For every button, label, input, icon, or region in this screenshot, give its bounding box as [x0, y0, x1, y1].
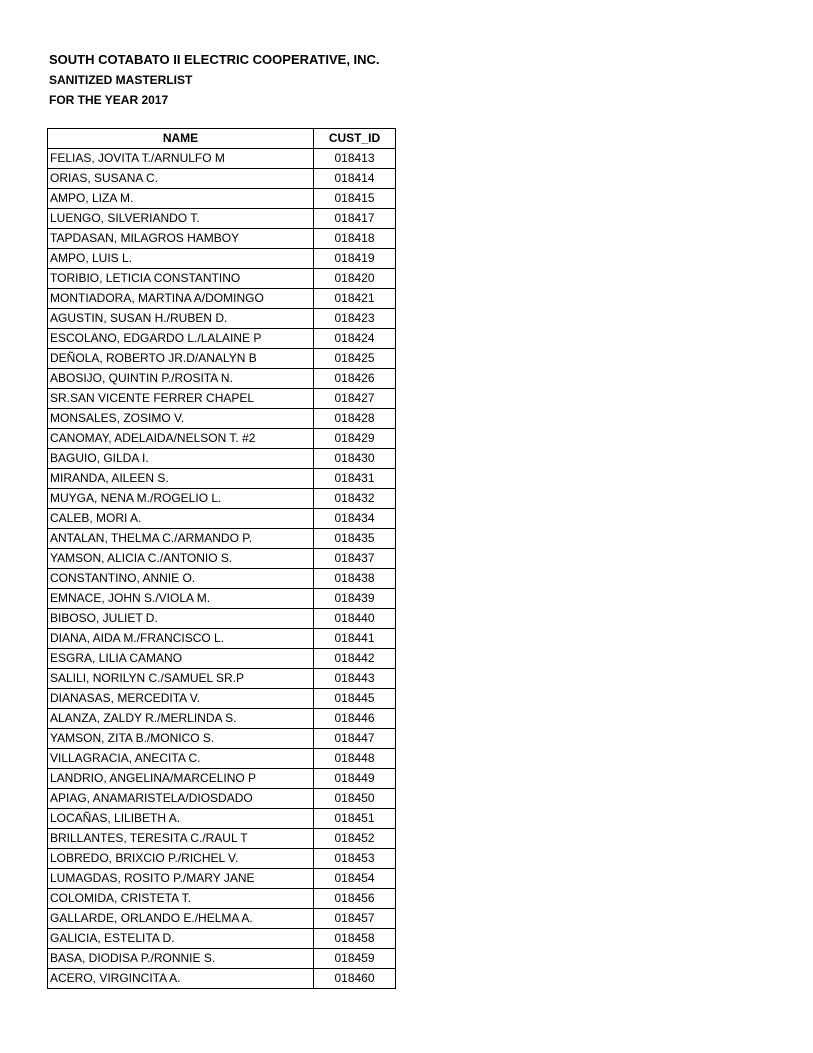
- table-row: [48, 189, 396, 209]
- customer-name-cell: EMNACE, JOHN S./VIOLA M.: [48, 589, 314, 609]
- table-row: [48, 969, 396, 989]
- customer-id-cell: 018421: [314, 289, 396, 309]
- customer-id-cell: 018420: [314, 269, 396, 289]
- customer-id-cell: 018452: [314, 829, 396, 849]
- customer-name-cell: CANOMAY, ADELAIDA/NELSON T. #2: [48, 429, 314, 449]
- customer-id-cell: 018419: [314, 249, 396, 269]
- customer-id-cell: 018428: [314, 409, 396, 429]
- customer-id-cell: 018414: [314, 169, 396, 189]
- company-name: SOUTH COTABATO II ELECTRIC COOPERATIVE, INC.: [49, 52, 380, 67]
- customer-name-cell: CALEB, MORI A.: [48, 509, 314, 529]
- customer-name-cell: GALLARDE, ORLANDO E./HELMA A.: [48, 909, 314, 929]
- customer-id-cell: 018443: [314, 669, 396, 689]
- customer-name-cell: MUYGA, NENA M./ROGELIO L.: [48, 489, 314, 509]
- customer-name-cell: CONSTANTINO, ANNIE O.: [48, 569, 314, 589]
- customer-id-cell: 018431: [314, 469, 396, 489]
- customer-id-cell: 018437: [314, 549, 396, 569]
- customer-name-cell: APIAG, ANAMARISTELA/DIOSDADO: [48, 789, 314, 809]
- customer-id-cell: 018447: [314, 729, 396, 749]
- customer-id-cell: 018442: [314, 649, 396, 669]
- customer-id-cell: 018423: [314, 309, 396, 329]
- customer-name-cell: TORIBIO, LETICIA CONSTANTINO: [48, 269, 314, 289]
- customer-name-cell: MONSALES, ZOSIMO V.: [48, 409, 314, 429]
- customer-name-cell: BAGUIO, GILDA I.: [48, 449, 314, 469]
- customer-id-cell: 018457: [314, 909, 396, 929]
- customer-name-cell: SALILI, NORILYN C./SAMUEL SR.P: [48, 669, 314, 689]
- customer-name-cell: SR.SAN VICENTE FERRER CHAPEL: [48, 389, 314, 409]
- customer-name-cell: AMPO, LIZA M.: [48, 189, 314, 209]
- column-header-cust-id: CUST_ID: [314, 129, 396, 149]
- table-row: [48, 349, 396, 369]
- customer-name-cell: BIBOSO, JULIET D.: [48, 609, 314, 629]
- table-row: [48, 489, 396, 509]
- customer-name-cell: DIANASAS, MERCEDITA V.: [48, 689, 314, 709]
- table-row: [48, 569, 396, 589]
- table-row: [48, 729, 396, 749]
- table-row: [48, 369, 396, 389]
- table-body: [48, 149, 396, 989]
- customer-id-cell: 018441: [314, 629, 396, 649]
- table-row: [48, 229, 396, 249]
- customer-id-cell: 018415: [314, 189, 396, 209]
- customer-name-cell: FELIAS, JOVITA T./ARNULFO M: [48, 149, 314, 169]
- customer-id-cell: 018446: [314, 709, 396, 729]
- customer-id-cell: 018445: [314, 689, 396, 709]
- customer-id-cell: 018417: [314, 209, 396, 229]
- table-row: [48, 449, 396, 469]
- table-row: [48, 789, 396, 809]
- customer-name-cell: MIRANDA, AILEEN S.: [48, 469, 314, 489]
- document-year: FOR THE YEAR 2017: [49, 93, 169, 107]
- customer-name-cell: LANDRIO, ANGELINA/MARCELINO P: [48, 769, 314, 789]
- customer-id-cell: 018413: [314, 149, 396, 169]
- customer-id-cell: 018432: [314, 489, 396, 509]
- table-row: [48, 169, 396, 189]
- customer-name-cell: AMPO, LUIS L.: [48, 249, 314, 269]
- table-row: [48, 889, 396, 909]
- table-row: [48, 589, 396, 609]
- customer-id-cell: 018435: [314, 529, 396, 549]
- customer-id-cell: 018454: [314, 869, 396, 889]
- column-header-name: NAME: [48, 129, 314, 149]
- table-row: [48, 829, 396, 849]
- customer-id-cell: 018459: [314, 949, 396, 969]
- customer-name-cell: ESGRA, LILIA CAMANO: [48, 649, 314, 669]
- customer-name-cell: AGUSTIN, SUSAN H./RUBEN D.: [48, 309, 314, 329]
- customer-name-cell: MONTIADORA, MARTINA A/DOMINGO: [48, 289, 314, 309]
- table-row: [48, 409, 396, 429]
- table-row: [48, 949, 396, 969]
- table-row: [48, 849, 396, 869]
- table-row: [48, 149, 396, 169]
- masterlist-table: [47, 128, 396, 989]
- customer-name-cell: VILLAGRACIA, ANECITA C.: [48, 749, 314, 769]
- customer-name-cell: DEÑOLA, ROBERTO JR.D/ANALYN B: [48, 349, 314, 369]
- table-row: [48, 549, 396, 569]
- customer-id-cell: 018458: [314, 929, 396, 949]
- table-row: [48, 469, 396, 489]
- customer-name-cell: LOBREDO, BRIXCIO P./RICHEL V.: [48, 849, 314, 869]
- customer-name-cell: ABOSIJO, QUINTIN P./ROSITA N.: [48, 369, 314, 389]
- customer-name-cell: ORIAS, SUSANA C.: [48, 169, 314, 189]
- customer-name-cell: YAMSON, ZITA B./MONICO S.: [48, 729, 314, 749]
- table-row: [48, 529, 396, 549]
- customer-name-cell: ANTALAN, THELMA C./ARMANDO P.: [48, 529, 314, 549]
- customer-id-cell: 018438: [314, 569, 396, 589]
- table-row: [48, 669, 396, 689]
- customer-name-cell: TAPDASAN, MILAGROS HAMBOY: [48, 229, 314, 249]
- customer-id-cell: 018418: [314, 229, 396, 249]
- customer-id-cell: 018434: [314, 509, 396, 529]
- customer-id-cell: 018425: [314, 349, 396, 369]
- table-row: [48, 909, 396, 929]
- table-row: [48, 689, 396, 709]
- table-row: [48, 749, 396, 769]
- customer-id-cell: 018449: [314, 769, 396, 789]
- customer-id-cell: 018460: [314, 969, 396, 989]
- table-row: [48, 509, 396, 529]
- table-row: [48, 309, 396, 329]
- customer-name-cell: ESCOLANO, EDGARDO L./LALAINE P: [48, 329, 314, 349]
- table-row: [48, 249, 396, 269]
- customer-name-cell: ALANZA, ZALDY R./MERLINDA S.: [48, 709, 314, 729]
- customer-name-cell: GALICIA, ESTELITA D.: [48, 929, 314, 949]
- customer-name-cell: BRILLANTES, TERESITA C./RAUL T: [48, 829, 314, 849]
- customer-id-cell: 018439: [314, 589, 396, 609]
- customer-id-cell: 018429: [314, 429, 396, 449]
- table-row: [48, 649, 396, 669]
- customer-id-cell: 018451: [314, 809, 396, 829]
- table-row: [48, 809, 396, 829]
- customer-id-cell: 018448: [314, 749, 396, 769]
- customer-name-cell: YAMSON, ALICIA C./ANTONIO S.: [48, 549, 314, 569]
- customer-name-cell: DIANA, AIDA M./FRANCISCO L.: [48, 629, 314, 649]
- customer-id-cell: 018450: [314, 789, 396, 809]
- table-row: [48, 869, 396, 889]
- table-row: [48, 289, 396, 309]
- table-row: [48, 429, 396, 449]
- customer-id-cell: 018453: [314, 849, 396, 869]
- customer-id-cell: 018456: [314, 889, 396, 909]
- customer-name-cell: ACERO, VIRGINCITA A.: [48, 969, 314, 989]
- customer-name-cell: LUENGO, SILVERIANDO T.: [48, 209, 314, 229]
- document-subtitle: SANITIZED MASTERLIST: [49, 73, 193, 87]
- customer-name-cell: LUMAGDAS, ROSITO P./MARY JANE: [48, 869, 314, 889]
- table-row: [48, 329, 396, 349]
- table-row: [48, 209, 396, 229]
- table-row: [48, 929, 396, 949]
- table-row: [48, 709, 396, 729]
- table-row: [48, 769, 396, 789]
- customer-name-cell: LOCAÑAS, LILIBETH A.: [48, 809, 314, 829]
- table-row: [48, 269, 396, 289]
- table-row: [48, 609, 396, 629]
- customer-name-cell: COLOMIDA, CRISTETA T.: [48, 889, 314, 909]
- customer-id-cell: 018427: [314, 389, 396, 409]
- customer-name-cell: BASA, DIODISA P./RONNIE S.: [48, 949, 314, 969]
- table-row: [48, 389, 396, 409]
- document-header: [49, 50, 380, 110]
- customer-id-cell: 018424: [314, 329, 396, 349]
- table-header-row: [48, 129, 396, 149]
- customer-id-cell: 018440: [314, 609, 396, 629]
- table-row: [48, 629, 396, 649]
- customer-id-cell: 018430: [314, 449, 396, 469]
- customer-id-cell: 018426: [314, 369, 396, 389]
